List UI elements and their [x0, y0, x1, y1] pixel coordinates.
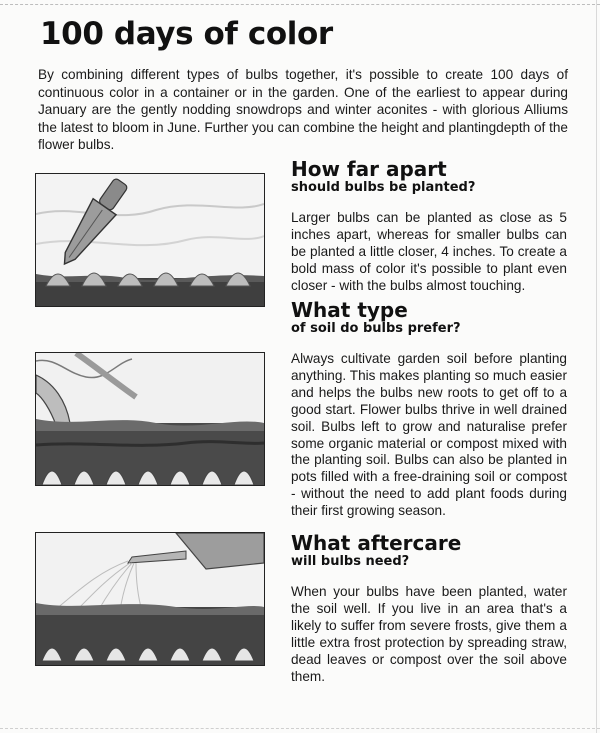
section-subheading: should bulbs be planted? [291, 180, 476, 195]
section-soil-type [291, 299, 567, 520]
section-heading: What type [291, 298, 408, 322]
watering-illustration [35, 532, 265, 666]
section-body: Always cultivate garden soil before planting anything. This makes planting so much easier and helps the bulbs new roots to get off to a good start. Flower bulbs thrive in well drained soil. Bulbs left to grow and naturalise prefer some organic material or compost mixed with the planting soil. Bulbs can also be planted in pots filled with a free-draining soil or compost - without the need to add plant foods during their first growing season. [291, 351, 567, 519]
section-body: When your bulbs have been planted, water the soil well. If you live in an area that's a likely to suffer from severe frosts, give them a little extra frost protection by spreading straw, dead leaves or compost over the soil above them. [291, 584, 567, 684]
section-subheading: will bulbs need? [291, 554, 410, 569]
section-aftercare [291, 532, 567, 685]
soil-cultivation-illustration [35, 352, 265, 486]
section-heading: What aftercare [291, 531, 462, 555]
page-title: 100 days of color [40, 16, 333, 52]
section-subheading: of soil do bulbs prefer? [291, 321, 461, 336]
section-heading: How far apart [291, 157, 447, 181]
trowel-planting-illustration [35, 173, 265, 307]
section-body: Larger bulbs can be planted as close as 5 inches apart, whereas for smaller bulbs can be planted a little closer, 4 inches. To create a bold mass of color it's possible to plant even closer - with the bulbs almost touching. [291, 210, 567, 293]
bottom-cut-line [0, 728, 600, 729]
intro-paragraph: By combining different types of bulbs together, it's possible to create 100 days of continuous color in a container or in the garden. One of the earliest to appear during January are the gently nodding snowdrops and winter aconites - with glorious Alliums the latest to bloom in June. Further you can combine the height and plantingdepth of the flower bulbs. [38, 67, 568, 153]
section-how-far-apart [291, 158, 567, 295]
top-cut-line [0, 4, 600, 5]
right-edge-line [596, 0, 597, 733]
